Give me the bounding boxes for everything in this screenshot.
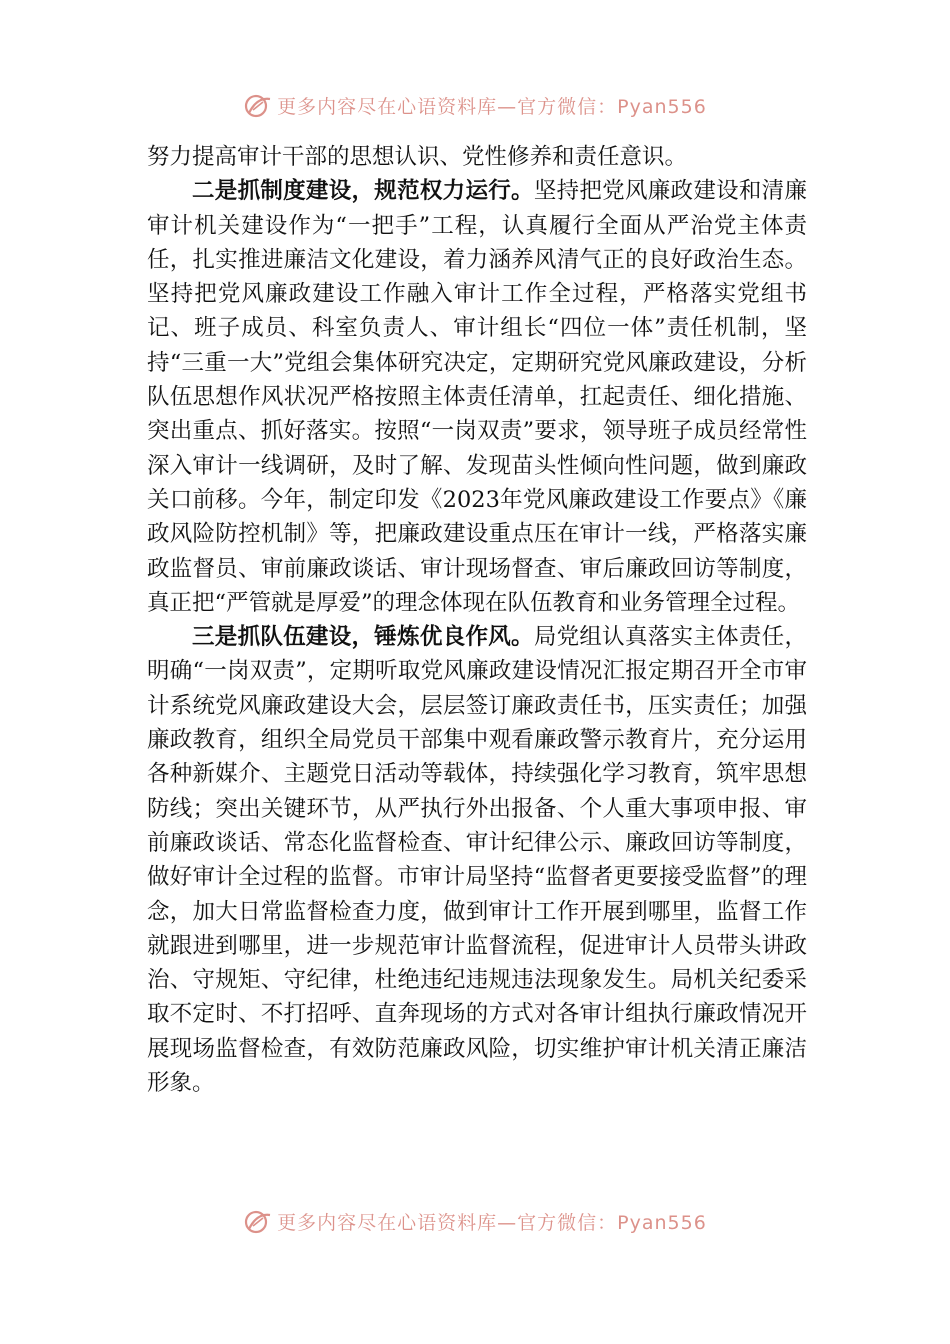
paragraph-2 [147, 174, 807, 620]
logo-icon [243, 93, 273, 119]
paragraph-1-text: 努力提高审计干部的思想认识、党性修养和责任意识。 [147, 144, 688, 170]
paragraph-3 [147, 620, 807, 1100]
paragraph-1 [147, 140, 807, 174]
footer-watermark [0, 1208, 950, 1235]
paragraph-2-lead: 二是抓制度建设，规范权力运行。 [192, 178, 534, 205]
watermark-text: 更多内容尽在心语资料库—官方微信：Pyan556 [277, 96, 707, 118]
paragraph-3-text: 局党组认真落实主体责任，明确“一岗双责”，定期听取党风廉政建设情况汇报定期召开全市审计系统党风廉政建设大会，层层签订廉政责任书，压实责任；加强廉政教育，组织全局党员干部集中观看廉政警示教育片，充分运用各种新媒介、主题党日活动等载体，持续强化学习教育，筑牢思想防线；突出关键环节，从严执行外出报备、个人重大事项申报、审前廉政谈话、常态化监督检查、审计纪律公示、廉政回访等制度，做好审计全过程的监督。市审计局坚持“监督者更要接受监督”的理念，加大日常监督检查力度，做到审计工作开展到哪里，监督工作就跟进到哪里，进一步规范审计监督流程，促进审计人员带头讲政治、守规矩、守纪律，杜绝违纪违规违法现象发生。局机关纪委采取不定时、不打招呼、直奔现场的方式对各审计组执行廉政情况开展现场监督检查，有效防范廉政风险，切实维护审计机关清正廉洁形象。 [147, 624, 807, 1097]
header-watermark [0, 92, 950, 119]
watermark-text: 更多内容尽在心语资料库—官方微信：Pyan556 [277, 1212, 707, 1234]
paragraph-2-text: 坚持把党风廉政建设和清廉审计机关建设作为“一把手”工程，认真履行全面从严治党主体责任，扎实推进廉洁文化建设，着力涵养风清气正的良好政治生态。坚持把党风廉政建设工作融入审计工作全过程，严格落实党组书记、班子成员、科室负责人、审计组长“四位一体”责任机制，坚持“三重一大”党组会集体研究决定，定期研究党风廉政建设，分析队伍思想作风状况严格按照主体责任清单，扛起责任、细化措施、突出重点、抓好落实。按照“一岗双责”要求，领导班子成员经常性深入审计一线调研，及时了解、发现苗头性倾向性问题，做到廉政关口前移。今年，制定印发《2023年党风廉政建设工作要点》《廉政风险防控机制》等，把廉政建设重点压在审计一线，严格落实廉政监督员、审前廉政谈话、审计现场督查、审后廉政回访等制度，真正把“严管就是厚爱”的理念体现在队伍教育和业务管理全过程。 [147, 178, 807, 616]
document-body [147, 140, 807, 1100]
paragraph-3-lead: 三是抓队伍建设，锤炼优良作风。 [192, 624, 534, 651]
logo-icon [243, 1209, 273, 1235]
